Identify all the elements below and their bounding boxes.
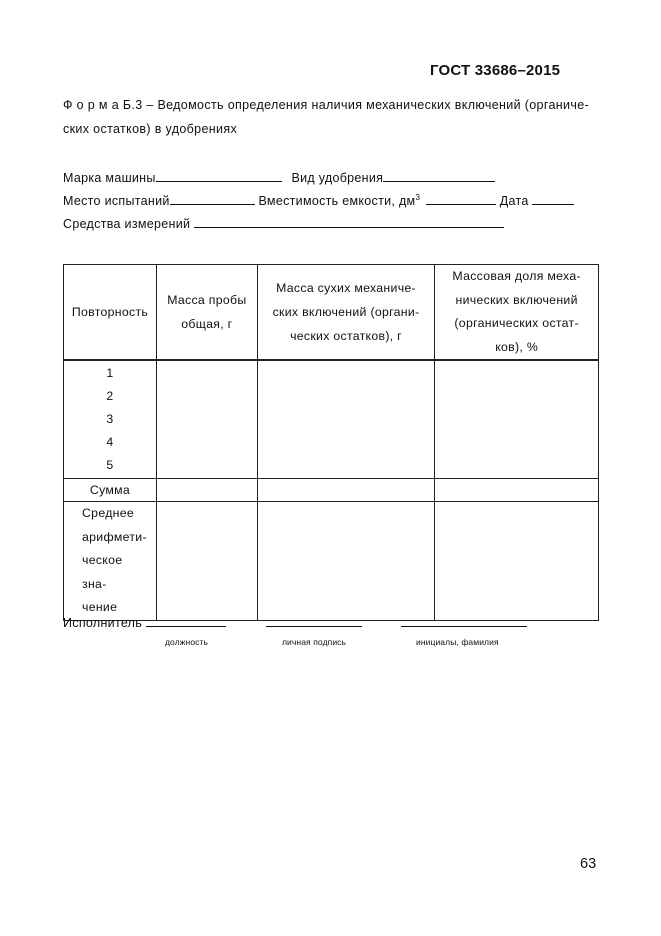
inclusions-fraction-cell[interactable] — [435, 360, 599, 479]
instruments-field[interactable] — [194, 215, 504, 228]
dry-inclusions-mass-cell[interactable] — [257, 360, 435, 479]
header-sample-mass: Масса пробы общая, г — [156, 265, 257, 361]
repetitions-cell — [64, 360, 157, 479]
place-capacity-date-line — [63, 192, 574, 208]
repetition-number: 3 — [106, 412, 114, 426]
name-caption: инициалы, фамилия — [416, 637, 499, 647]
header-inclusions-fraction: Массовая доля меха- нических включений (органических остат- ков), % — [435, 265, 599, 361]
instruments-line — [63, 215, 504, 231]
results-table — [63, 264, 599, 621]
average-sample-mass-cell[interactable] — [156, 502, 257, 621]
brand-label: Марка машины — [63, 171, 156, 185]
name-field[interactable] — [401, 614, 527, 627]
date-field[interactable] — [532, 192, 574, 205]
capacity-unit-superscript: 3 — [415, 192, 421, 202]
date-label: Дата — [499, 194, 529, 208]
average-fraction-cell[interactable] — [435, 502, 599, 621]
position-field[interactable] — [146, 614, 226, 627]
brand-field[interactable] — [156, 169, 282, 182]
machine-fertilizer-line — [63, 169, 495, 185]
sum-sample-mass-cell[interactable] — [156, 479, 257, 502]
sum-dry-inclusions-cell[interactable] — [257, 479, 435, 502]
page-number: 63 — [580, 856, 597, 872]
executor-label: Исполнитель — [63, 616, 143, 630]
repetition-number: 2 — [106, 389, 114, 403]
fertilizer-label: Вид удобрения — [291, 171, 384, 185]
fertilizer-field[interactable] — [383, 169, 495, 182]
place-label: Место испытаний — [63, 194, 170, 208]
average-label: Среднее арифмети- ческое зна- чение — [64, 502, 157, 621]
average-dry-inclusions-cell[interactable] — [257, 502, 435, 621]
sum-row — [64, 479, 599, 502]
signature-field[interactable] — [266, 614, 362, 627]
position-caption: должность — [165, 637, 209, 647]
form-title-line-1: Ф о р м а Б.3 – Ведомость определения наличия механических включений (органиче- — [63, 98, 590, 112]
header-repetition: Повторность — [64, 265, 157, 361]
capacity-label: Вместимость емкости, дм — [258, 194, 416, 208]
repetition-number: 4 — [106, 435, 114, 449]
table-row — [64, 360, 599, 479]
place-field[interactable] — [170, 192, 255, 205]
executor-line — [63, 614, 527, 630]
sum-label: Сумма — [64, 479, 157, 502]
repetition-number: 5 — [106, 458, 114, 472]
table-header-row — [64, 265, 599, 361]
sum-fraction-cell[interactable] — [435, 479, 599, 502]
capacity-field[interactable] — [426, 192, 496, 205]
signature-caption: личная подпись — [282, 637, 347, 647]
repetition-number: 1 — [106, 366, 114, 380]
form-title-line-2: ских остатков) в удобрениях — [63, 122, 238, 136]
document-code: ГОСТ 33686–2015 — [430, 62, 561, 79]
header-dry-inclusions-mass: Масса сухих механиче- ских включений (органи- ческих остатков), г — [257, 265, 435, 361]
instruments-label: Средства измерений — [63, 217, 191, 231]
average-row — [64, 502, 599, 621]
sample-mass-cell[interactable] — [156, 360, 257, 479]
